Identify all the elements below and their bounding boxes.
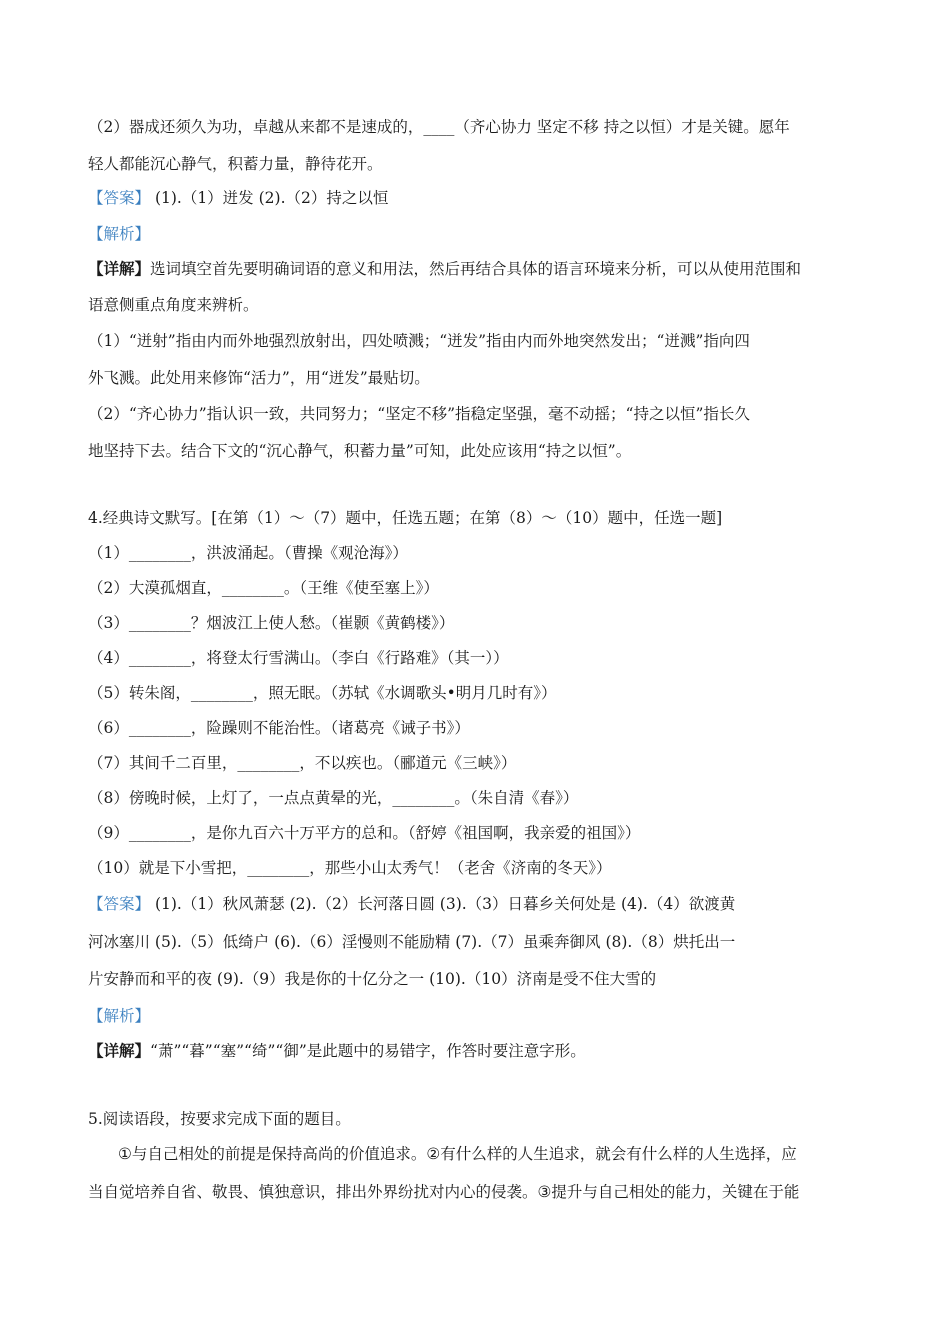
q3-analysis	[88, 224, 870, 244]
q3-exp2-line2: 地坚持下去。结合下文的“沉心静气，积蓄力量”可知，此处应该用“持之以恒”。	[88, 442, 632, 460]
q3-exp2-line1: （2）“齐心协力”指认识一致，共同努力；“坚定不移”指稳定坚强，毫不动摇；“持之以恒”指长久	[88, 405, 750, 423]
q4-detail	[88, 1041, 870, 1061]
q4-answer-line1	[88, 894, 870, 914]
detail-text: 选词填空首先要明确词语的意义和用法，然后再结合具体的语言环境来分析，可以从使用范围和	[150, 260, 802, 278]
q4-item: （8）傍晚时候，上灯了，一点点黄晕的光，________。（朱自清《春》）	[88, 789, 579, 807]
q3-2-line2: 轻人都能沉心静气，积蓄力量，静待花开。	[88, 155, 383, 173]
q5-para-line2: 当自觉培养自省、敬畏、慎独意识，排出外界纷扰对内心的侵袭。③提升与自己相处的能力，关键在于能	[88, 1183, 800, 1201]
q3-exp1-line2: 外飞溅。此处用来修饰“活力”，用“迸发”最贴切。	[88, 369, 430, 387]
answer-tag: 【答案】	[88, 895, 151, 913]
q4-item: （9）________，是你九百六十万平方的总和。（舒婷《祖国啊，我亲爱的祖国》）	[88, 824, 641, 842]
q4-item: （2）大漠孤烟直，________。（王维《使至塞上》）	[88, 579, 439, 597]
detail-text: “萧”“暮”“塞”“绮”“御”是此题中的易错字，作答时要注意字形。	[150, 1042, 586, 1060]
q4-item: （5）转朱阁，________，照无眠。（苏轼《水调歌头•明月几时有》）	[88, 684, 557, 702]
answer-text: (1).（1）秋风萧瑟 (2).（2）长河落日圆 (3).（3）日暮乡关何处是 (4).（4）欲渡黄	[150, 895, 736, 913]
q4-title: 4.经典诗文默写。[在第（1）～（7）题中，任选五题；在第（8）～（10）题中，任选一题]	[88, 509, 723, 527]
detail-tag: 【详解】	[88, 1041, 151, 1060]
q3-detail-line1	[88, 259, 870, 279]
q4-item: （1）________，洪波涌起。（曹操《观沧海》）	[88, 544, 408, 562]
analysis-tag: 【解析】	[88, 225, 151, 243]
q4-analysis	[88, 1006, 870, 1026]
analysis-tag: 【解析】	[88, 1007, 151, 1025]
answer-text: (1).（1）迸发 (2).（2）持之以恒	[150, 189, 389, 207]
q3-2-line1: （2）器成还须久为功，卓越从来都不是速成的，____（齐心协力 坚定不移 持之以恒）才是关键。愿年	[88, 118, 790, 136]
answer-tag: 【答案】	[88, 189, 151, 207]
q4-answer-line3: 片安静而和平的夜 (9).（9）我是你的十亿分之一 (10).（10）济南是受不住大雪的	[88, 970, 657, 988]
q4-item: （6）________，险躁则不能治性。（诸葛亮《诫子书》）	[88, 719, 470, 737]
q4-item: （4）________，将登太行雪满山。（李白《行路难》（其一））	[88, 649, 509, 667]
q5-title: 5.阅读语段，按要求完成下面的题目。	[88, 1110, 351, 1128]
q4-item: （3）________？烟波江上使人愁。（崔颢《黄鹤楼》）	[88, 614, 455, 632]
q3-detail-line2: 语意侧重点角度来辨析。	[88, 296, 259, 314]
q5-para-line1: ①与自己相处的前提是保持高尚的价值追求。②有什么样的人生追求，就会有什么样的人生选择，应	[118, 1145, 797, 1163]
q4-item: （7）其间千二百里，________，不以疾也。（郦道元《三峡》）	[88, 754, 517, 772]
detail-tag: 【详解】	[88, 259, 151, 278]
q3-exp1-line1: （1）“迸射”指由内而外地强烈放射出，四处喷溅；“迸发”指由内而外地突然发出；“迸溅”指向四	[88, 332, 750, 350]
q4-answer-line2: 河冰塞川 (5).（5）低绮户 (6).（6）淫慢则不能励精 (7).（7）虽乘奔御风 (8).（8）烘托出一	[88, 933, 736, 951]
q3-answer	[88, 188, 870, 208]
q4-item: （10）就是下小雪把，________，那些小山太秀气！（老舍《济南的冬天》）	[88, 859, 612, 877]
